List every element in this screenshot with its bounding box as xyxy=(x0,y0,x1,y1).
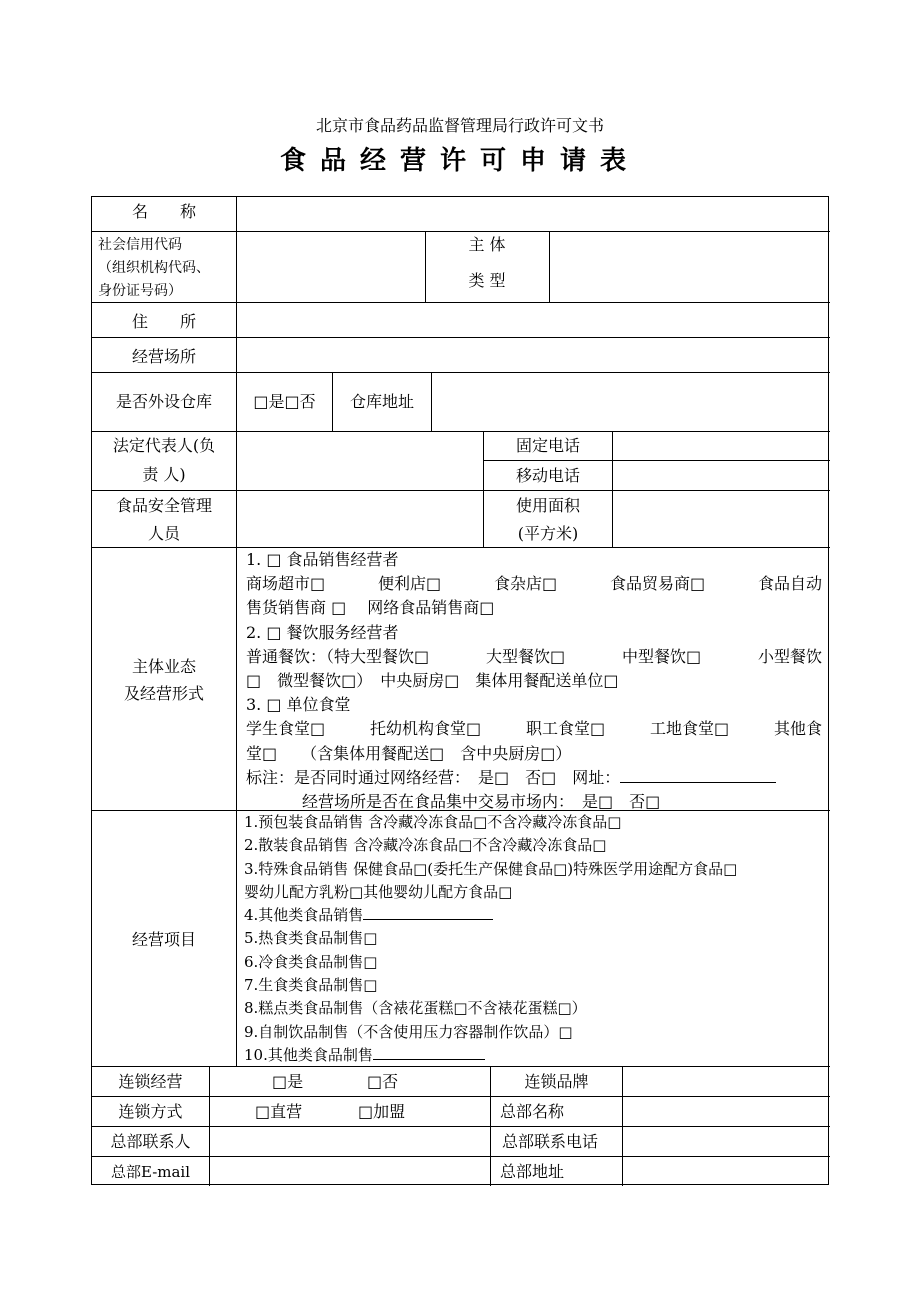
other-sales-input[interactable] xyxy=(363,905,493,920)
projects-options[interactable] xyxy=(244,811,826,1067)
safety-manager-label-2: 人员 xyxy=(147,524,180,543)
business-form-label-1: 主体业态 xyxy=(131,657,196,676)
warehouse-address-label: 仓库地址 xyxy=(349,392,414,411)
legal-rep-label-2: 责 人) xyxy=(142,465,186,484)
hq-address-label: 总部地址 xyxy=(500,1162,565,1181)
entity-type-label-1: 主 体 xyxy=(468,235,506,254)
business-form-label-2: 及经营形式 xyxy=(123,684,204,703)
name-label: 名 称 xyxy=(131,202,196,221)
area-label-2: (平方米) xyxy=(517,524,579,543)
premises-label: 经营场所 xyxy=(131,347,196,366)
name-field[interactable] xyxy=(237,197,827,231)
project-raw-food[interactable]: 7.生食类食品制售□ xyxy=(244,976,378,995)
project-cold-food[interactable]: 6.冷食类食品制售□ xyxy=(244,952,378,971)
business-form-options[interactable] xyxy=(246,548,822,814)
project-hot-food[interactable]: 5.热食类食品制售□ xyxy=(244,929,378,948)
projects-label: 经营项目 xyxy=(131,930,196,949)
catering-options[interactable]: 普通餐饮：（特大型餐饮□ 大型餐饮□ 中型餐饮□ 小型餐饮 xyxy=(246,646,822,666)
project-drinks[interactable]: 9.自制饮品制售（不含使用压力容器制作饮品）□ xyxy=(244,1022,573,1041)
warehouse-address-field[interactable] xyxy=(432,373,827,431)
address-label: 住 所 xyxy=(131,312,196,331)
chain-yes-checkbox[interactable]: □是 xyxy=(272,1072,304,1091)
application-form-table xyxy=(91,196,829,1185)
hq-name-field[interactable] xyxy=(623,1097,827,1126)
fixed-phone-field[interactable] xyxy=(613,432,827,460)
food-sales-options[interactable]: 商场超市□ 便利店□ 食杂店□ 食品贸易商□ 食品自动 xyxy=(246,574,822,594)
entity-type-field[interactable] xyxy=(550,232,828,302)
canteen-options-2[interactable]: 堂□ （含集体用餐配送□ 含中央厨房□） xyxy=(246,743,572,763)
hq-contact-label: 总部联系人 xyxy=(110,1132,191,1151)
canteen-options[interactable]: 学生食堂□ 托幼机构食堂□ 职工食堂□ 工地食堂□ 其他食 xyxy=(246,719,822,739)
franchise-checkbox[interactable]: □加盟 xyxy=(358,1102,406,1121)
form-subtitle: 北京市食品药品监督管理局行政许可文书 xyxy=(315,116,604,135)
chain-brand-label: 连锁品牌 xyxy=(524,1072,589,1091)
area-field[interactable] xyxy=(613,491,827,547)
address-field[interactable] xyxy=(237,303,827,337)
food-sales-options-2[interactable]: 售货销售商 □ 网络食品销售商□ xyxy=(246,598,495,618)
credit-code-field[interactable] xyxy=(237,232,424,302)
project-bulk[interactable]: 2.散装食品销售 含冷藏冷冻食品□不含冷藏冷冻食品□ xyxy=(244,836,607,855)
warehouse-yes-no-checkbox[interactable]: □是□否 xyxy=(253,392,316,411)
chain-brand-field[interactable] xyxy=(623,1067,827,1096)
chain-no-checkbox[interactable]: □否 xyxy=(367,1072,399,1091)
chain-operation-label: 连锁经营 xyxy=(118,1072,183,1091)
website-input[interactable] xyxy=(620,768,776,783)
credit-code-label-3: 身份证号码） xyxy=(98,283,182,299)
canteen-checkbox[interactable]: 3. □ 单位食堂 xyxy=(246,695,351,715)
project-other-food[interactable]: 10.其他类食品制售 xyxy=(244,1044,826,1067)
direct-checkbox[interactable]: □直营 xyxy=(255,1102,303,1121)
project-infant[interactable]: 婴幼儿配方乳粉□其他婴幼儿配方食品□ xyxy=(244,882,513,901)
project-prepackaged[interactable]: 1.预包装食品销售 含冷藏冷冻食品□不含冷藏冷冻食品□ xyxy=(244,813,622,831)
online-operation-note[interactable]: 标注：是否同时通过网络经营： 是□ 否□ 网址： xyxy=(246,766,822,790)
hq-phone-field[interactable] xyxy=(623,1127,827,1156)
mobile-phone-label: 移动电话 xyxy=(515,466,580,485)
hq-email-field[interactable] xyxy=(210,1157,490,1184)
chain-mode-label: 连锁方式 xyxy=(118,1102,183,1121)
project-pastry[interactable]: 8.糕点类食品制售（含裱花蛋糕□不含裱花蛋糕□） xyxy=(244,999,587,1018)
project-other-sales[interactable]: 4.其他类食品销售 xyxy=(244,904,826,927)
hq-address-field[interactable] xyxy=(623,1157,827,1184)
project-special[interactable]: 3.特殊食品销售 保健食品□(委托生产保健食品□)特殊医学用途配方食品□ xyxy=(244,859,738,878)
hq-contact-field[interactable] xyxy=(210,1127,490,1156)
warehouse-question-label: 是否外设仓库 xyxy=(115,392,212,411)
form-title: 食品经营许可申请表 xyxy=(279,146,640,176)
hq-name-label: 总部名称 xyxy=(500,1102,565,1121)
catering-operator-checkbox[interactable]: 2. □ 餐饮服务经营者 xyxy=(246,622,399,642)
area-label-1: 使用面积 xyxy=(515,496,580,515)
catering-options-2[interactable]: □ 微型餐饮□） 中央厨房□ 集体用餐配送单位□ xyxy=(246,671,619,691)
safety-manager-field[interactable] xyxy=(237,491,483,547)
other-food-input[interactable] xyxy=(373,1045,485,1060)
mobile-phone-field[interactable] xyxy=(613,461,827,490)
entity-type-label-2: 类 型 xyxy=(468,271,506,290)
food-sales-operator-checkbox[interactable]: 1. □ 食品销售经营者 xyxy=(246,550,399,569)
credit-code-label-1: 社会信用代码 xyxy=(98,237,182,253)
market-location-note[interactable]: 经营场所是否在食品集中交易市场内： 是□ 否□ xyxy=(302,792,661,812)
legal-rep-label-1: 法定代表人(负 xyxy=(112,436,216,455)
fixed-phone-label: 固定电话 xyxy=(515,436,580,455)
credit-code-label-2: （组织机构代码、 xyxy=(98,260,210,276)
premises-field[interactable] xyxy=(237,338,827,372)
hq-phone-label: 总部联系电话 xyxy=(502,1132,599,1151)
safety-manager-label-1: 食品安全管理 xyxy=(115,496,212,515)
legal-rep-field[interactable] xyxy=(237,432,483,490)
hq-email-label: 总部E-mail xyxy=(110,1163,191,1181)
